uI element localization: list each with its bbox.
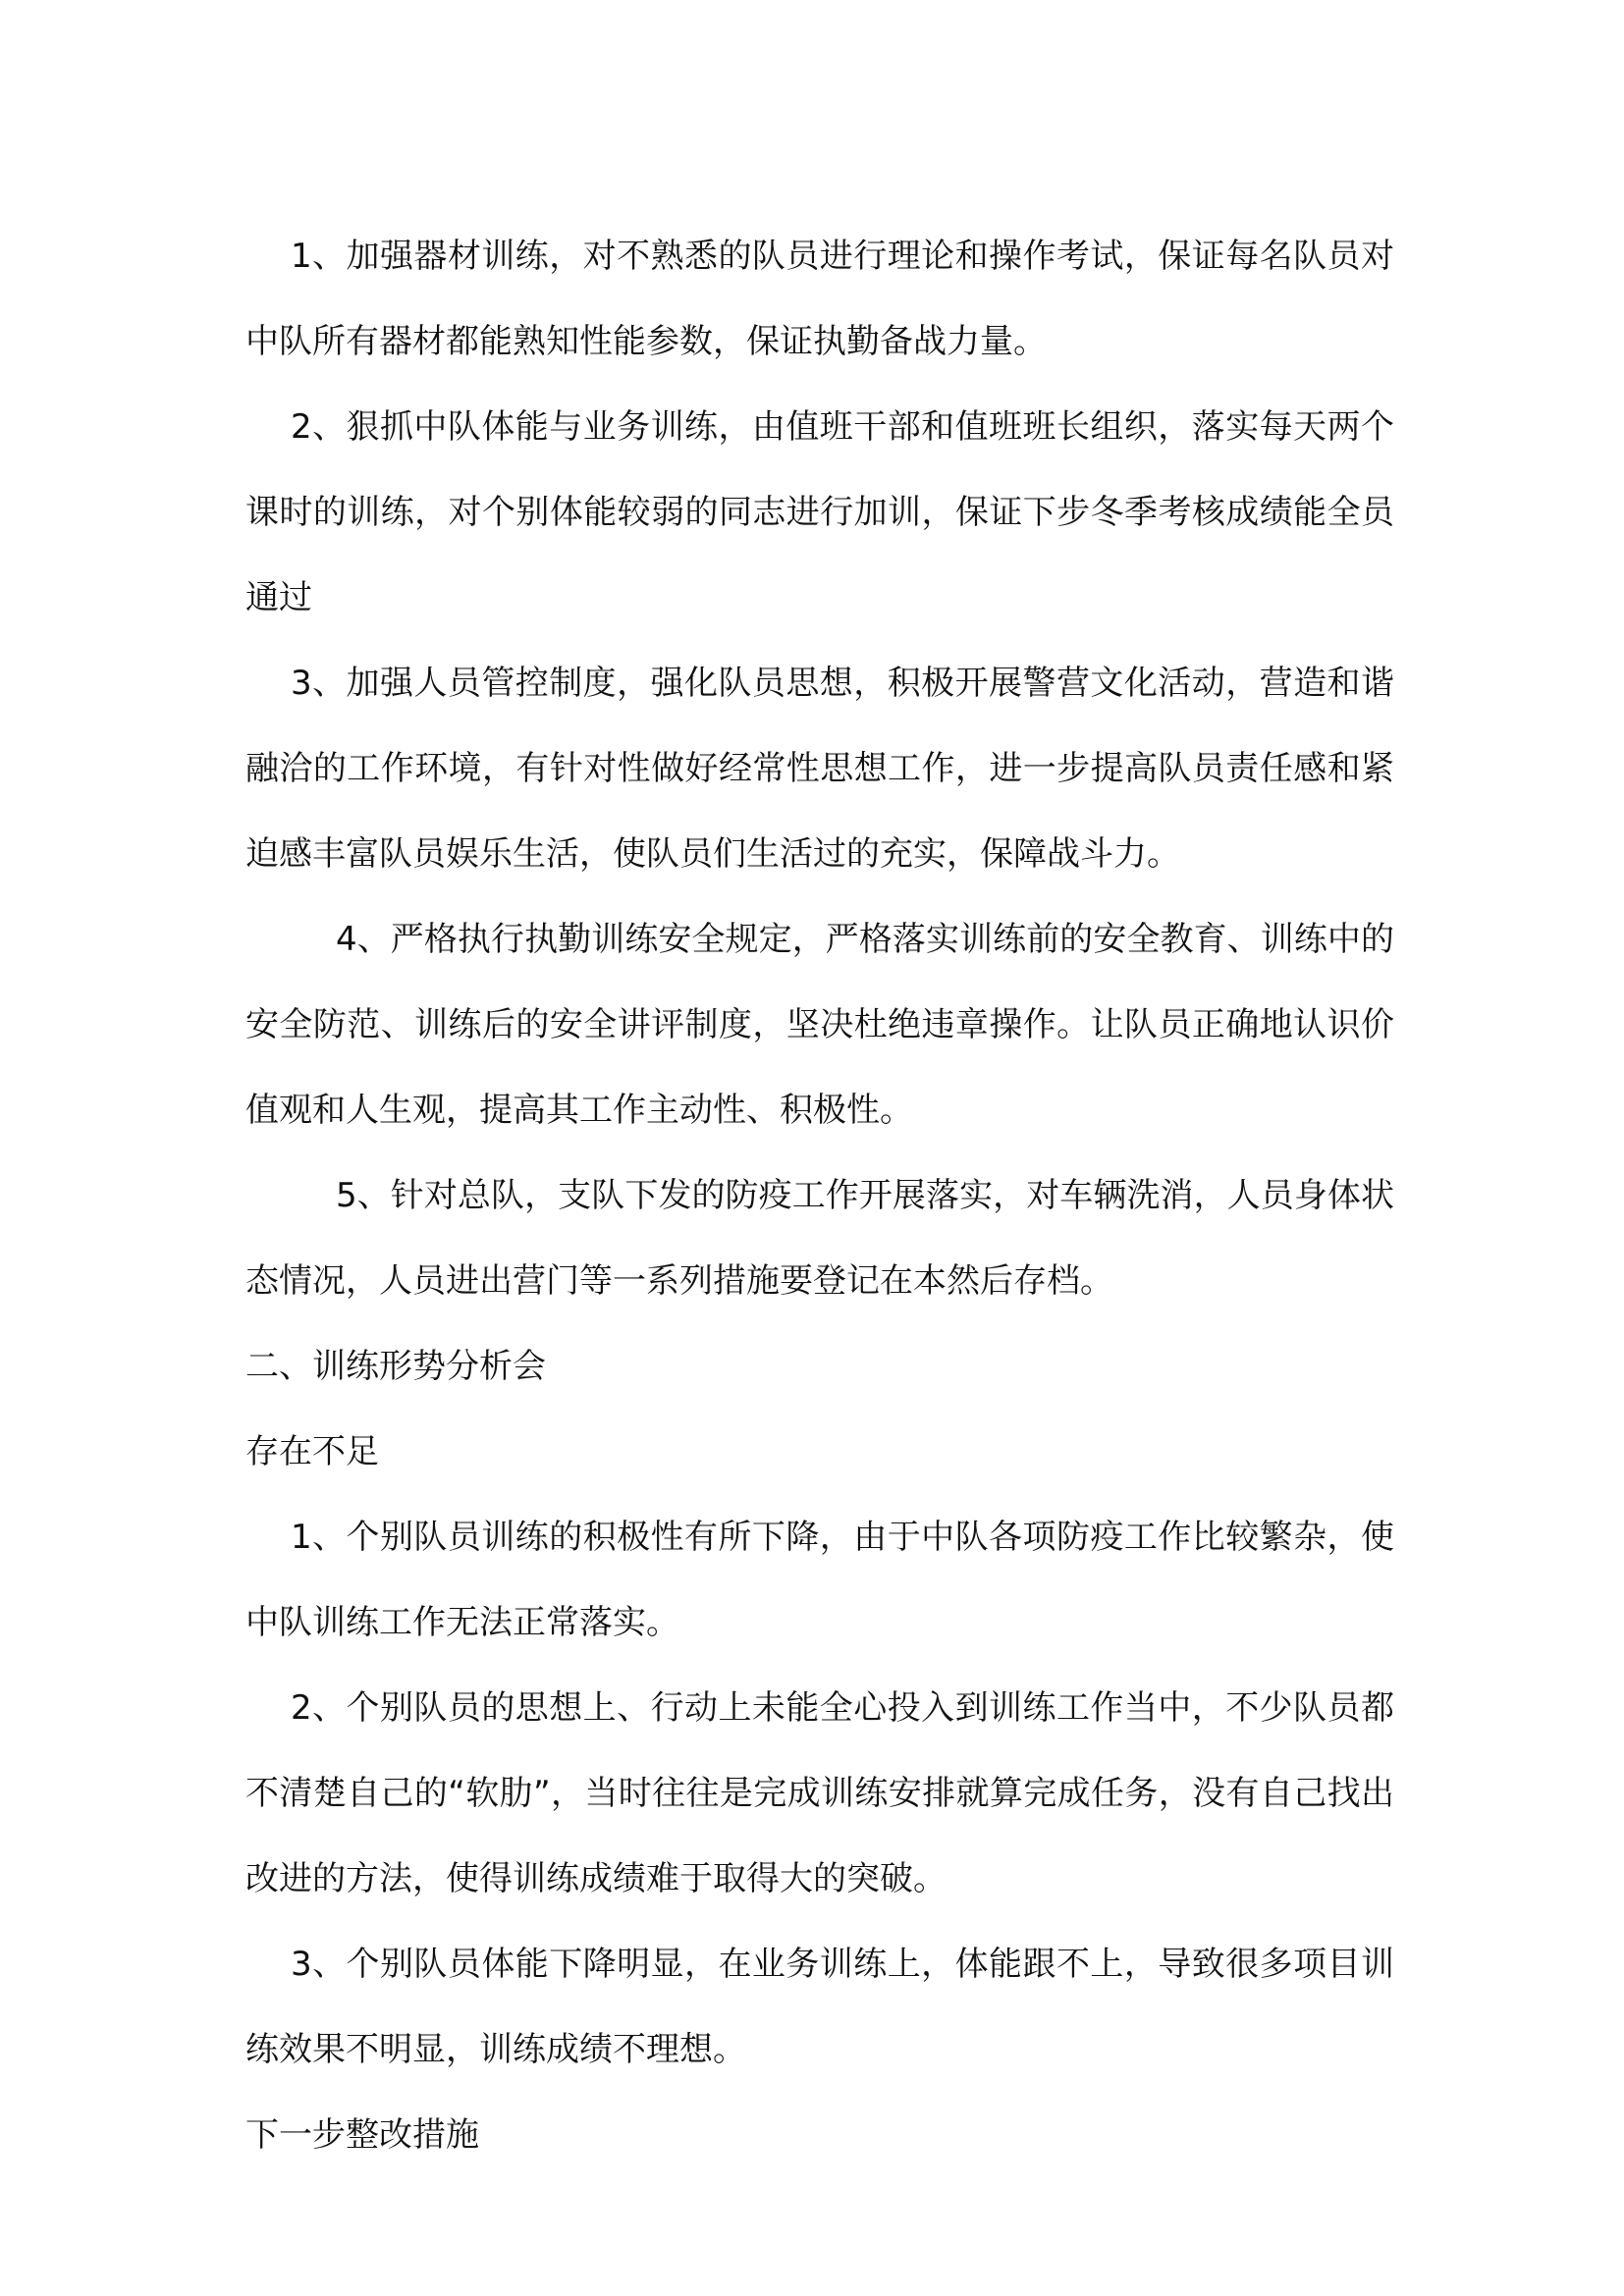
subheading-shortcomings: 存在不足 xyxy=(245,1432,379,1471)
document-body xyxy=(245,214,1394,2178)
paragraph-shortcoming-fitness: 3、个别队员体能下降明显，在业务训练上，体能跟不上，导致很多项目训练效果不明显，训练成绩不理想。 xyxy=(245,1945,1394,2069)
section-heading-training-analysis: 二、训练形势分析会 xyxy=(245,1347,546,1386)
subheading-next-steps: 下一步整改措施 xyxy=(245,2115,479,2155)
paragraph-epidemic-prevention: 5、针对总队，支队下发的防疫工作开展落实，对车辆洗消，人员身体状态情况，人员进出营门等一系列措施要登记在本然后存档。 xyxy=(245,1176,1394,1301)
paragraph-equipment-training: 1、加强器材训练，对不熟悉的队员进行理论和操作考试，保证每名队员对中队所有器材都能熟知性能参数，保证执勤备战力量。 xyxy=(245,237,1394,361)
paragraph-physical-training: 2、狠抓中队体能与业务训练，由值班干部和值班班长组织，落实每天两个课时的训练，对个别体能较弱的同志进行加训，保证下步冬季考核成绩能全员通过 xyxy=(245,407,1394,617)
paragraph-personnel-management: 3、加强人员管控制度，强化队员思想，积极开展警营文化活动，营造和谐融洽的工作环境，有针对性做好经常性思想工作，进一步提高队员责任感和紧迫感丰富队员娱乐生活，使队员们生活过的充实，保障战斗力。 xyxy=(245,664,1394,874)
paragraph-shortcoming-commitment: 2、个别队员的思想上、行动上未能全心投入到训练工作当中，不少队员都不清楚自己的“软肋”，当时往往是完成训练安排就算完成任务，没有自己找出改进的方法，使得训练成绩难于取得大的突破。 xyxy=(245,1688,1394,1898)
paragraph-safety-regulations: 4、严格执行执勤训练安全规定，严格落实训练前的安全教育、训练中的安全防范、训练后的安全讲评制度，坚决杜绝违章操作。让队员正确地认识价值观和人生观，提高其工作主动性、积极性。 xyxy=(245,920,1394,1130)
paragraph-shortcoming-enthusiasm: 1、个别队员训练的积极性有所下降，由于中队各项防疫工作比较繁杂，使中队训练工作无法正常落实。 xyxy=(245,1518,1394,1642)
